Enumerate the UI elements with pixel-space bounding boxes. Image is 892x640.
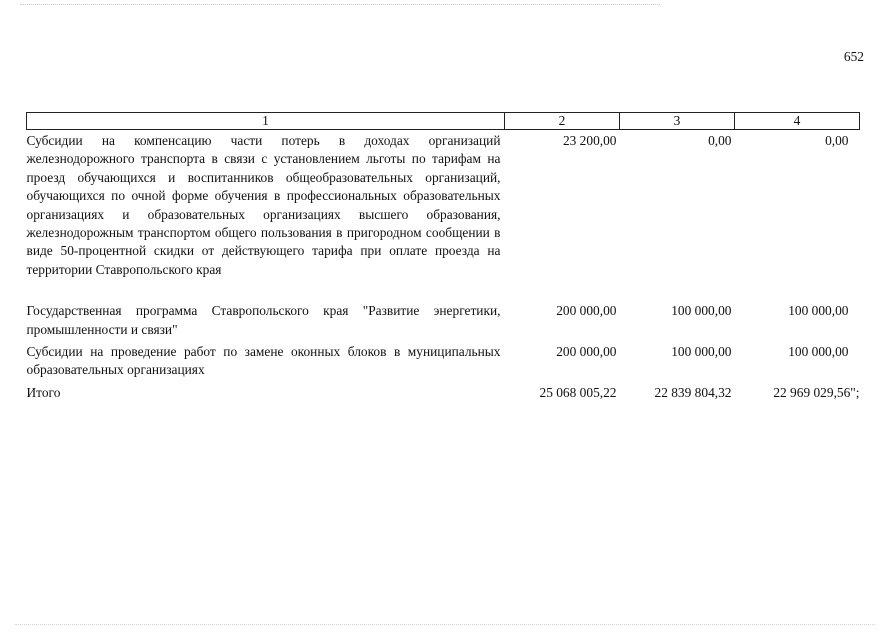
table-row bbox=[27, 130, 860, 280]
total-value-col2: 25 068 005,22 bbox=[539, 384, 617, 400]
table-row bbox=[27, 343, 860, 384]
scan-edge-bottom bbox=[15, 624, 875, 625]
row-description: Субсидии на компенсацию части потерь в доходах организаций железнодорожного транспорта в связи с установлением льготы по тарифам на проезд обучающихся и воспитанников общеобразовательных организаций, обучающихся по очной форме обучения в профессиональных образовательных организациях и образовательных организациях высшего образования, железнодорожным транспортом общего пользования в пригородном сообщении в виде 50-процентной скидки от действующего тарифа при оплате проезда на территории Ставропольского края bbox=[26, 133, 501, 277]
total-value-col4: 22 969 029,56"; bbox=[773, 384, 860, 400]
total-value-col3: 22 839 804,32 bbox=[654, 384, 732, 400]
column-header-3: 3 bbox=[620, 113, 735, 130]
row-value-col3: 100 000,00 bbox=[671, 303, 732, 319]
row-description: Государственная программа Ставропольского края "Развитие энергетики, промышленности и связи" bbox=[26, 303, 501, 337]
table-row bbox=[27, 302, 860, 343]
row-value-col3: 100 000,00 bbox=[671, 344, 732, 360]
table-header-row bbox=[27, 113, 860, 130]
row-value-col3: 0,00 bbox=[708, 133, 732, 148]
row-value-col4: 100 000,00 bbox=[788, 344, 849, 360]
row-value-col4: 0,00 bbox=[825, 133, 849, 148]
page-number: 652 bbox=[843, 49, 864, 64]
row-value-col2: 23 200,00 bbox=[562, 133, 617, 148]
column-header-4: 4 bbox=[735, 113, 860, 130]
scan-edge-top bbox=[20, 4, 660, 5]
row-description: Субсидии на проведение работ по замене оконных блоков в муниципальных образовательных организациях bbox=[26, 344, 501, 378]
total-row bbox=[27, 384, 860, 402]
row-value-col4: 100 000,00 bbox=[788, 303, 849, 319]
total-label: Итого bbox=[26, 384, 61, 400]
table-spacer bbox=[27, 279, 860, 302]
column-header-2: 2 bbox=[505, 113, 620, 130]
row-value-col2: 200 000,00 bbox=[556, 303, 617, 319]
row-value-col2: 200 000,00 bbox=[556, 344, 617, 360]
budget-table bbox=[26, 112, 860, 402]
column-header-1: 1 bbox=[27, 113, 505, 130]
